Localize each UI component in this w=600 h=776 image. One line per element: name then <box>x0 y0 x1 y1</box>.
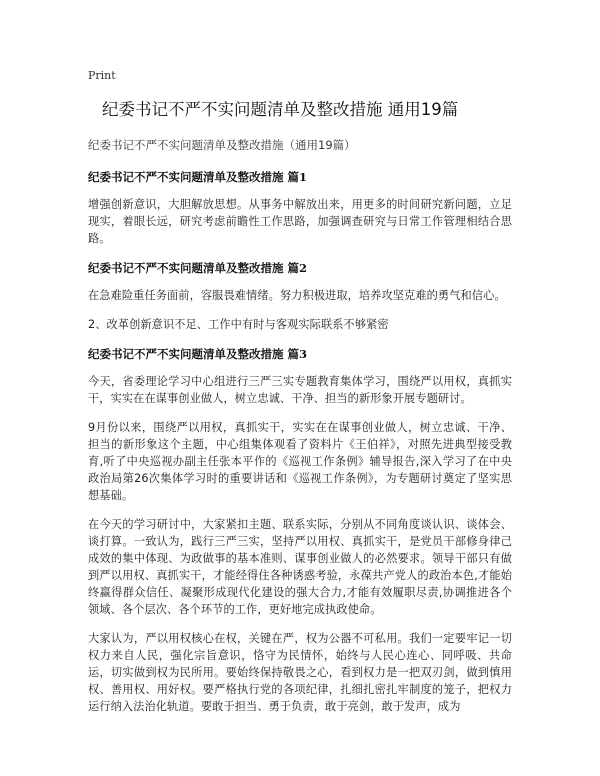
section-3-paragraph-4: 大家认为，严以用权核心在权，关键在严，权为公器不可私用。我们一定要牢记一切权力来自人民，强化宗旨意识，恪守为民情怀，始终与人民心连心、同呼吸、共命运，切实做到权为民所用。要始终保持敬畏之心，看到权力是一把双刃剑，做到慎用权、善用权、用好权。要严格执行党的各项纪律，扎细扎密扎牢制度的笼子，把权力运行纳入法治化轨道。要敢于担当、勇于负责，敢于亮剑，敢于发声，成为 <box>88 632 512 713</box>
document-page <box>88 68 512 727</box>
section-2-paragraph-1: 在急难险重任务面前，容服畏难情绪。努力积极进取，培养攻坚克难的勇气和信心。 <box>88 289 506 302</box>
section-heading-3: 纪委书记不严不实问题清单及整改措施 篇3 <box>88 347 308 361</box>
section-3-paragraph-3: 在今天的学习研讨中，大家紧扣主题、联系实际，分别从不同角度谈认识、谈体会、谈打算。一致认为，践行三严三实，坚持严以用权、真抓实干，是党员干部修身律己成效的集中体现、为政做事的基本准则、谋事创业做人的必然要求。领导干部只有做到严以用权、真抓实干，才能经得住各种诱惑考验，永葆共产党人的政治本色,才能始终赢得群众信任、凝聚形成现代化建设的强大合力,才能有效履职尽责,协调推进各个领域、各个层次、各个环节的工作，更好地完成执政使命。 <box>88 518 512 616</box>
page-title: 纪委书记不严不实问题清单及整改措施 通用19篇 <box>102 100 459 119</box>
section-heading-2: 纪委书记不严不实问题清单及整改措施 篇2 <box>88 261 308 275</box>
document-subtitle: 纪委书记不严不实问题清单及整改措施（通用19篇） <box>88 138 356 152</box>
section-heading-1: 纪委书记不严不实问题清单及整改措施 篇1 <box>88 170 308 184</box>
section-3-paragraph-2: 9月份以来，围绕严以用权，真抓实干，实实在在谋事创业做人，树立忠诚、干净、担当的新形象这个主题，中心组集体观看了资料片《王伯祥》，对照先进典型接受教育,听了中央巡视办副主任张本平作的《巡视工作条例》辅导报告,深入学习了在中央政治局第26次集体学习时的重要讲话和《巡视工作条例》，为专题研讨奠定了坚实思想基础。 <box>88 421 512 502</box>
print-link[interactable]: Print <box>88 69 116 82</box>
section-3-paragraph-1: 今天，省委理论学习中心组进行三严三实专题教育集体学习，围绕严以用权，真抓实干，实实在在谋事创业做人，树立忠诚、干净、担当的新形象开展专题研讨。 <box>88 375 512 405</box>
section-1-paragraph-1: 增强创新意识，大胆解放思想。从事务中解放出来，用更多的时间研究新问题，立足现实，着眼长远，研究考虑前瞻性工作思路，加强调查研究与日常工作管理相结合思路。 <box>88 198 512 245</box>
section-2-paragraph-2: 2、改革创新意识不足、工作中有时与客观实际联系不够紧密 <box>88 318 389 331</box>
